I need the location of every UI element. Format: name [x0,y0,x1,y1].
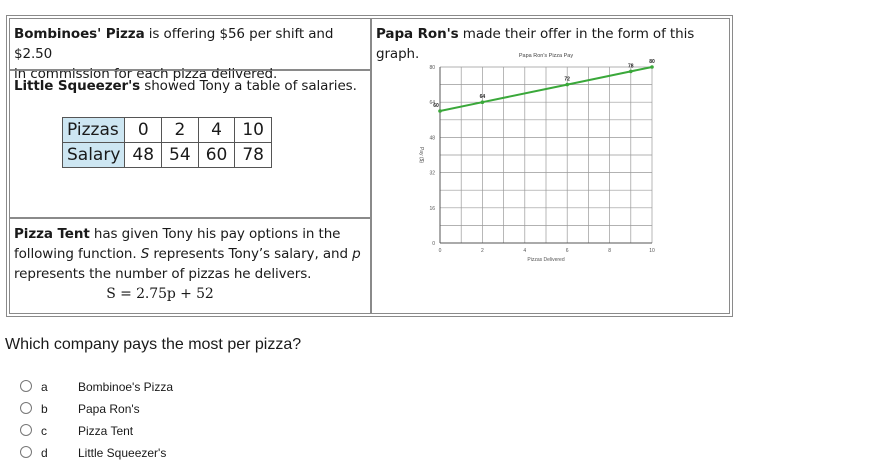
x-tick-label: 6 [565,248,569,254]
pizza-tent-cell [9,218,371,314]
little-squeezers-name: Little Squeezer's [14,78,141,94]
bombinoes-cell [9,18,371,82]
table-header-pizzas: Pizzas [63,118,125,143]
x-axis-label: Pizzas Delivered [527,257,565,263]
x-tick-label: 2 [481,248,484,254]
option-label: Papa Ron's [78,402,140,416]
data-label: 60 [433,103,439,109]
y-axis-label: Pay ($) [418,146,424,164]
y-tick-label: 0 [432,241,435,247]
option-letter: a [41,380,48,394]
table-cell: 4 [198,118,235,143]
bombinoes-name: Bombinoes' Pizza [14,26,145,42]
table-cell: 78 [235,143,272,168]
papa-rons-cell [371,18,730,314]
data-label: 80 [649,59,655,65]
var-s: S [140,246,150,262]
pizza-tent-text-2: following function. [14,246,141,262]
bombinoes-text-2: in commission for each pizza delivered. [14,66,278,82]
y-tick-label: 64 [429,100,435,107]
table-cell: 54 [162,143,199,168]
option-letter: b [41,402,48,416]
y-tick-label: 16 [429,205,435,212]
y-tick-label: 80 [429,65,435,71]
x-tick-label: 0 [438,248,442,254]
data-label: 78 [628,63,634,70]
radio-button-b[interactable] [20,402,32,414]
data-point [481,100,485,104]
data-label: 72 [564,76,570,83]
option-letter: d [41,446,48,460]
table-cell: 0 [125,118,162,143]
pizza-tent-text-2b: represents Tony’s salary, and [149,246,353,262]
papa-rons-name: Papa Ron's [376,26,459,42]
y-tick-label: 48 [429,135,435,142]
option-letter: c [41,424,47,438]
pizza-tent-text-3: represents the number of pizzas he delivers. [14,266,312,282]
data-point [565,83,569,87]
radio-button-c[interactable] [20,424,32,436]
table-cell: 2 [162,118,199,143]
little-squeezers-text: showed Tony a table of salaries. [140,78,357,94]
little-squeezers-cell [9,70,371,218]
x-tick-label: 8 [608,248,611,254]
chart-title: Papa Ron's Pizza Pay [518,53,574,59]
bombinoes-text-1: is offering $56 per shift and $2.50 [14,26,334,62]
radio-button-a[interactable] [20,380,32,392]
papa-rons-text: made their offer in the form of this graph. [376,26,695,62]
pizza-tent-equation: S = 2.75p + 52 [106,286,214,302]
radio-button-d[interactable] [20,446,32,458]
var-p: p [352,246,361,262]
table-row [63,143,272,168]
data-point [629,70,633,74]
problem-panel [6,15,733,317]
data-label: 64 [479,94,486,101]
data-point [438,109,442,113]
table-row [63,118,272,143]
option-label: Bombinoe's Pizza [78,380,174,394]
table-cell: 48 [125,143,162,168]
salary-table [62,117,272,168]
option-label: Pizza Tent [78,424,134,438]
option-label: Little Squeezer's [78,446,167,460]
y-tick-label: 32 [429,170,435,177]
pizza-tent-text-1: has given Tony his pay options in the [89,226,341,242]
x-tick-label: 10 [649,248,655,254]
table-cell: 60 [198,143,235,168]
table-header-salary: Salary [63,143,125,168]
data-point [650,65,654,69]
x-tick-label: 4 [523,248,527,254]
question-text: Which company pays the most per pizza? [5,336,302,353]
papa-rons-chart [412,47,712,287]
pizza-tent-name: Pizza Tent [14,226,90,242]
table-cell: 10 [235,118,272,143]
